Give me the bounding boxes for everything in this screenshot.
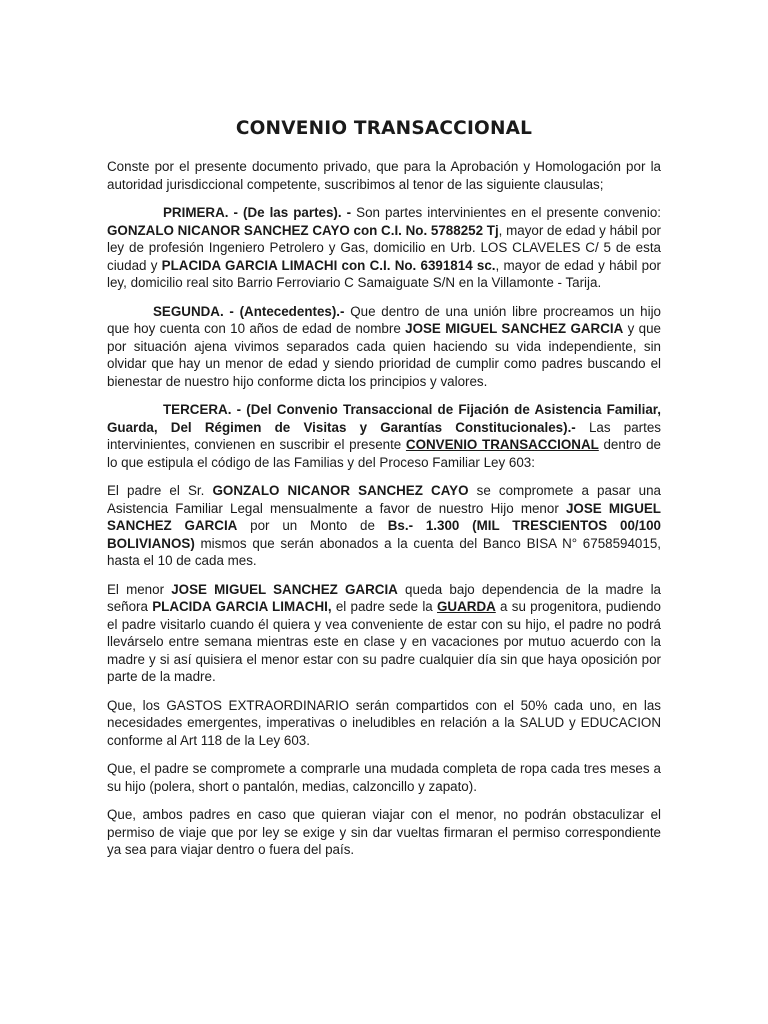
paragraph-menor: El menor JOSE MIGUEL SANCHEZ GARCIA queda bajo dependencia de la madre la señora PLACIDA GARCIA LIMACHI, el padre sede la GUARDA a su progenitora, pudiendo el padre visitarlo cuando él quiera y vea conveniente de estar con su hijo, el padre no podrá llevárselo entre semana mientras este en clase y en vacaciones por mutuo acuerdo con la madre y si así quisiera el menor estar con su padre cualquier día sin que haya oposición por parte de la madre.	[107, 581, 661, 684]
paragraph-viaje: Que, ambos padres en caso que quieran viajar con el menor, no podrán obstaculizar el permiso de viaje que por ley se exige y sin dar vueltas firmaran el permiso correspondiente ya sea para viajar dentro o fuera del país.	[107, 807, 661, 857]
clause-heading: SEGUNDA. - (Antecedentes).-	[153, 303, 345, 319]
clause-tercera: TERCERA. - (Del Convenio Transaccional de Fijación de Asistencia Familiar, Guarda, Del Régimen de Visitas y Garantías Constitucionales).- Las partes intervinientes, convienen en suscribir el presente CONVENIO TRANSACCIONAL dentro de lo que estipula el código de las Familias y del Proceso Familiar Ley 603:	[107, 402, 661, 470]
clause-segunda: SEGUNDA. - (Antecedentes).- Que dentro de una unión libre procreamos un hijo que hoy cuenta con 10 años de edad de nombre JOSE MIGUEL SANCHEZ GARCIA y que por situación ajena vivimos separados cada quien haciendo su vida independiente, sin olvidar que hay un menor de edad y siendo prioridad de cumplir como padres buscando el bienestar de nuestro hijo conforme dicta los principios y valores.	[107, 303, 661, 389]
document-page	[107, 116, 661, 870]
clause-heading: TERCERA. - (Del Convenio Transaccional de Fijación de Asistencia Familiar, Guarda, Del Régimen de Visitas y Garantías Constitucionales).-	[107, 402, 661, 435]
paragraph-ropa: Que, el padre se compromete a comprarle una mudada completa de ropa cada tres meses a su hijo (polera, short o pantalón, medias, calzoncillo y zapato).	[107, 761, 661, 794]
clause-primera: PRIMERA. - (De las partes). - Son partes intervinientes en el presente convenio: GONZALO NICANOR SANCHEZ CAYO con C.I. No. 5788252 Tj, mayor de edad y hábil por ley de profesión Ingeniero Petrolero y Gas, domicilio en Urb. LOS CLAVELES C/ 5 de esta ciudad y PLACIDA GARCIA LIMACHI con C.I. No. 6391814 sc., mayor de edad y hábil por ley, domicilio real sito Barrio Ferroviario C Samaiguate S/N en la Villamonte - Tarija.	[107, 205, 662, 290]
document-title: CONVENIO TRANSACCIONAL	[235, 118, 533, 139]
intro-paragraph: Conste por el presente documento privado, que para la Aprobación y Homologación por la autoridad jurisdiccional competente, suscribimos al tenor de las siguiente clausulas;	[107, 159, 661, 192]
clause-heading: PRIMERA. - (De las partes). -	[163, 205, 352, 220]
paragraph-gastos: Que, los GASTOS EXTRAORDINARIO serán compartidos con el 50% cada uno, en las necesidades emergentes, imperativas o ineludibles en relación a la SALUD y EDUCACION conforme al Art 118 de la Ley 603.	[107, 697, 661, 748]
paragraph-padre: El padre el Sr. GONZALO NICANOR SANCHEZ CAYO se compromete a pasar una Asistencia Familiar Legal mensualmente a favor de nuestro Hijo menor JOSE MIGUEL SANCHEZ GARCIA por un Monto de Bs.- 1.300 (MIL TRESCIENTOS 00/100 BOLIVIANOS) mismos que serán abonados a la cuenta del Banco BISA N° 6758594015, hasta el 10 de cada mes.	[107, 483, 662, 568]
